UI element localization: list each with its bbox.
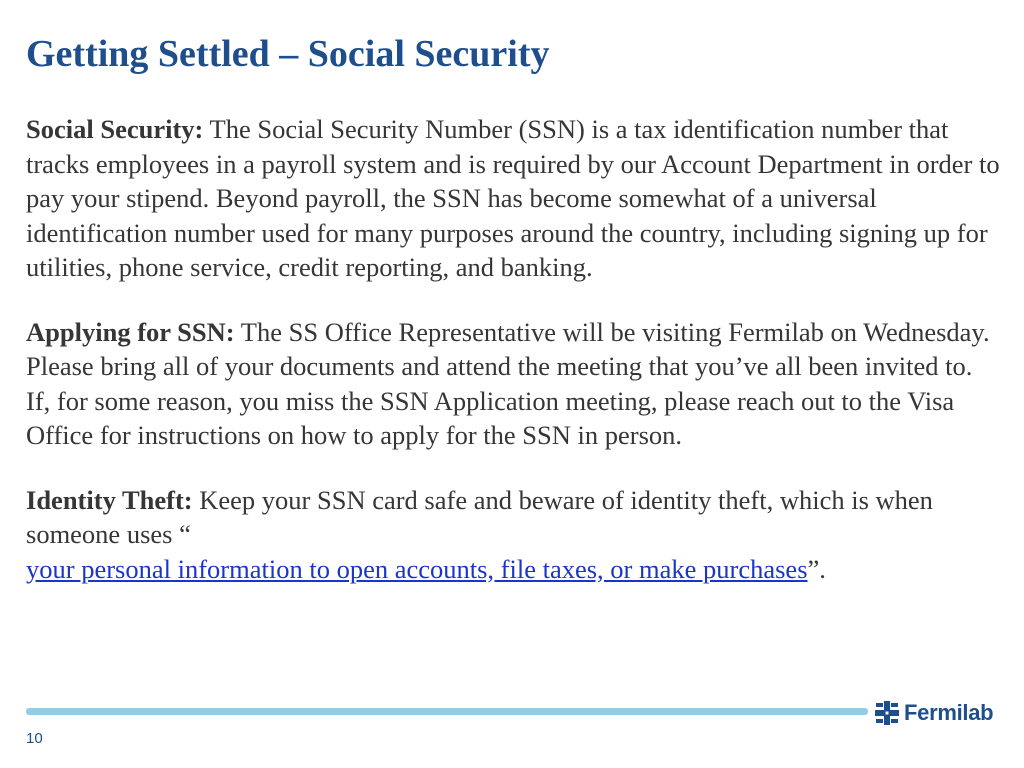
paragraph-heading-applying: Applying for SSN: [26, 316, 235, 347]
slide-body [26, 112, 1002, 586]
paragraph-closing-quote: ”. [807, 553, 826, 584]
paragraph-social-security [26, 112, 1002, 285]
footer-divider-bar [26, 708, 868, 715]
page-number: 10 [26, 730, 43, 747]
paragraph-identity-theft [26, 483, 1002, 587]
slide-title: Getting Settled – Social Security [26, 33, 550, 75]
fermilab-logo-text: Fermilab [904, 700, 994, 725]
identity-theft-link[interactable]: your personal information to open accounts, file taxes, or make purchases [26, 553, 808, 584]
paragraph-applying-for-ssn [26, 315, 1002, 453]
paragraph-text-applying: The SS Office Representative will be visiting Fermilab on Wednesday. Please bring all of your documents and attend the meeting that you’ve all been invited to. If, for some reason, you miss the SSN Application meeting, please reach out to the Visa Office for instructions on how to apply for the SSN in person. [26, 316, 990, 450]
paragraph-text-identity-theft: Keep your SSN card safe and beware of identity theft, which is when someone uses “ [26, 484, 933, 549]
paragraph-text-social-security: The Social Security Number (SSN) is a tax identification number that tracks employees in a payroll system and is required by our Account Department in order to pay your stipend. Beyond payroll, the SSN has become somewhat of a universal identification number used for many purposes around the country, including signing up for utilities, phone service, credit reporting, and banking. [26, 114, 1000, 282]
fermilab-logo [874, 699, 993, 727]
paragraph-heading-identity-theft: Identity Theft: [26, 484, 193, 515]
fermilab-logo-icon [874, 700, 900, 726]
paragraph-heading-social-security: Social Security: [26, 114, 204, 144]
